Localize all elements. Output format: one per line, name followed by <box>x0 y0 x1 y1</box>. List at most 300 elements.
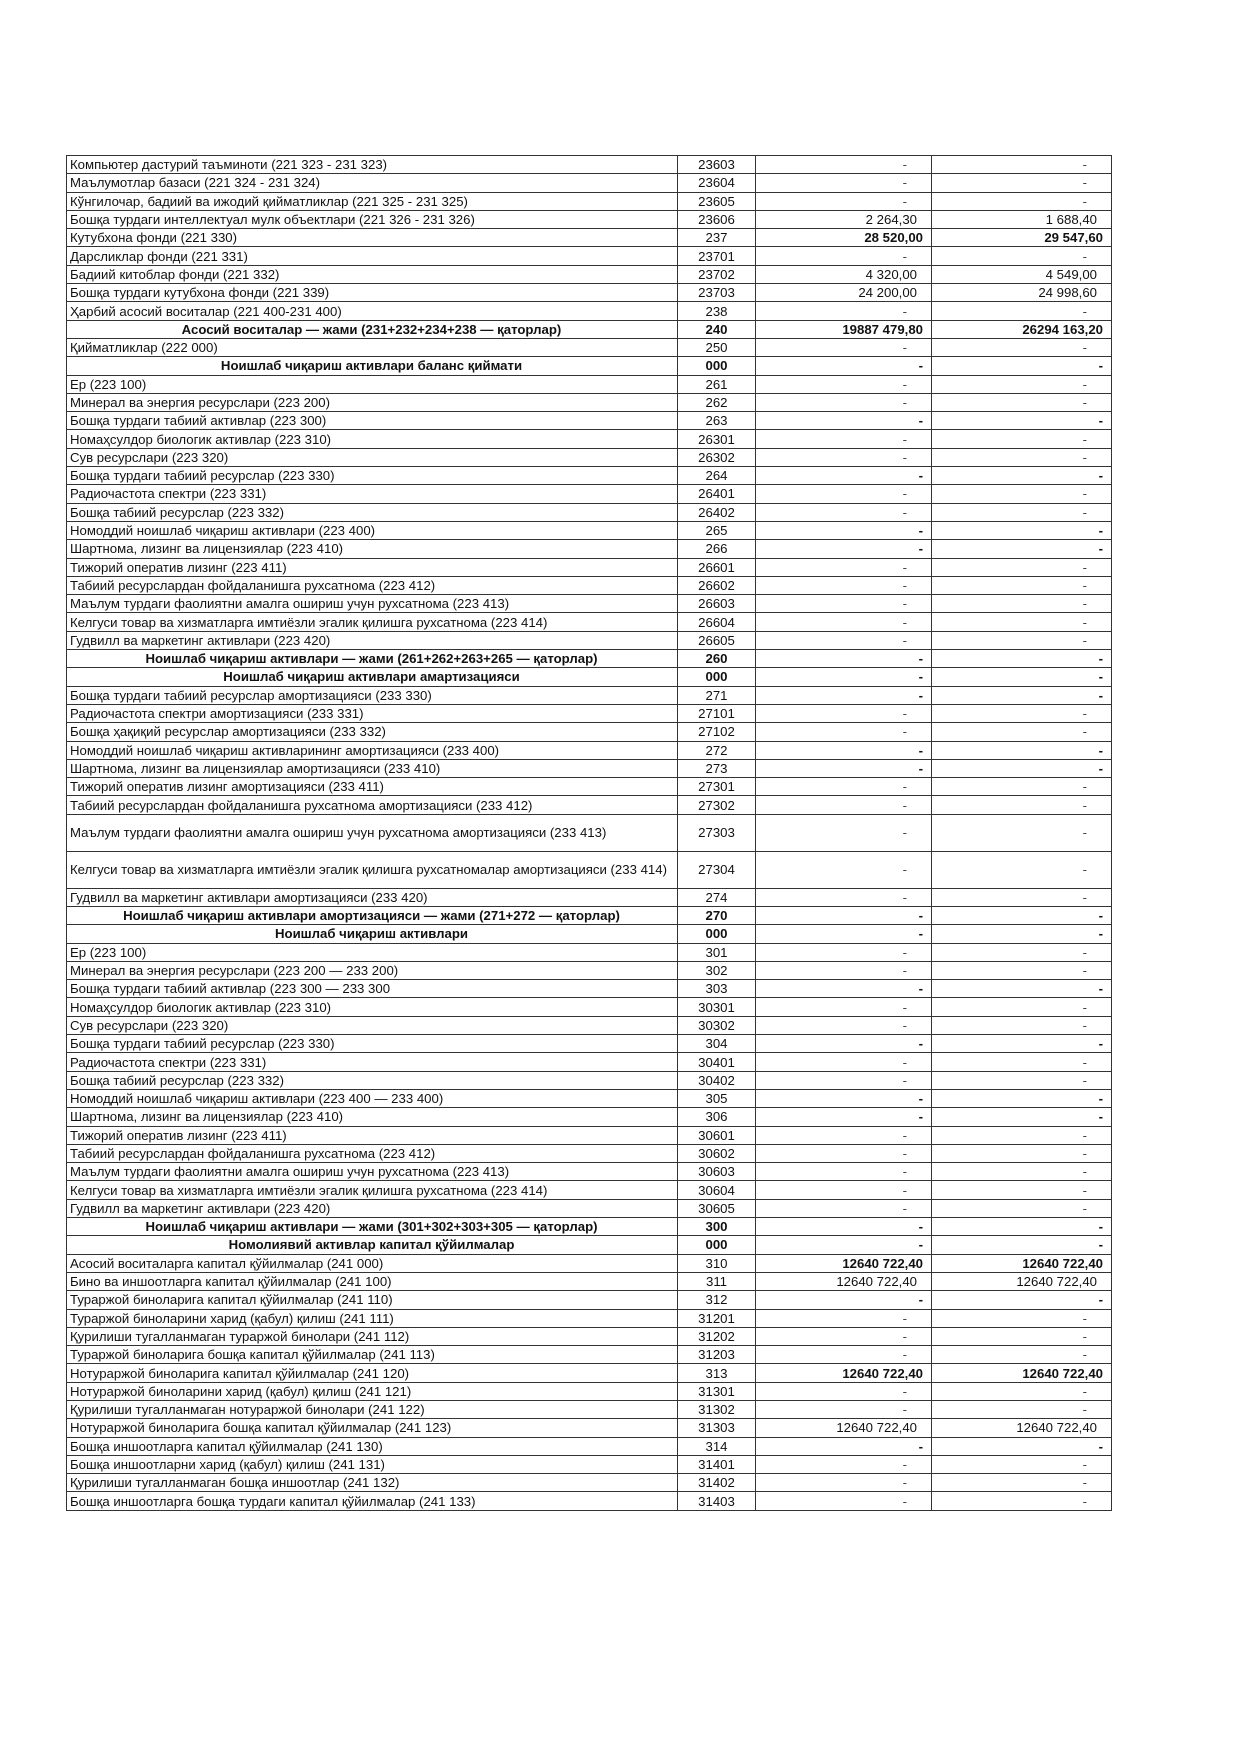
row-label: Номолиявий активлар капитал қўйилмалар <box>67 1236 678 1254</box>
value-end: - <box>932 1327 1112 1345</box>
table-row <box>67 1108 1112 1126</box>
value-start: - <box>756 723 932 741</box>
value-start: - <box>756 668 932 686</box>
value-end: - <box>932 723 1112 741</box>
table-row <box>67 1492 1112 1510</box>
row-label: Қийматликлар (222 000) <box>67 338 678 356</box>
value-start: - <box>756 796 932 814</box>
row-label: Маълум турдаги фаолиятни амалга ошириш учун рухсатнома (223 413) <box>67 1163 678 1181</box>
table-row <box>67 1181 1112 1199</box>
row-code: 23603 <box>678 156 756 174</box>
row-code: 000 <box>678 925 756 943</box>
table-row <box>67 393 1112 411</box>
row-label: Асосий воситаларга капитал қўйилмалар (241 000) <box>67 1254 678 1272</box>
row-label: Бошқа турдаги интеллектуал мулк объектлари (221 326 - 231 326) <box>67 210 678 228</box>
value-start: - <box>756 1236 932 1254</box>
value-start: - <box>756 430 932 448</box>
table-row <box>67 1419 1112 1437</box>
table-row <box>67 412 1112 430</box>
value-start: - <box>756 485 932 503</box>
balance-sheet-table <box>66 155 1112 1511</box>
row-code: 23604 <box>678 174 756 192</box>
row-code: 31303 <box>678 1419 756 1437</box>
value-start: - <box>756 156 932 174</box>
row-label: Бошқа турдаги табиий ресурслар амортизацияси (233 330) <box>67 686 678 704</box>
row-code: 260 <box>678 650 756 668</box>
value-start: - <box>756 814 932 851</box>
value-end: - <box>932 1218 1112 1236</box>
row-code: 26601 <box>678 558 756 576</box>
row-code: 265 <box>678 521 756 539</box>
value-end: - <box>932 1016 1112 1034</box>
table-row <box>67 595 1112 613</box>
value-start: 2 264,30 <box>756 210 932 228</box>
table-row <box>67 1474 1112 1492</box>
row-label: Келгуси товар ва хизматларга имтиёзли эгалик қилишга рухсатнома (223 414) <box>67 613 678 631</box>
row-code: 261 <box>678 375 756 393</box>
row-code: 262 <box>678 393 756 411</box>
row-code: 273 <box>678 759 756 777</box>
row-code: 311 <box>678 1272 756 1290</box>
row-code: 30302 <box>678 1016 756 1034</box>
value-start: - <box>756 375 932 393</box>
value-end: - <box>932 1382 1112 1400</box>
value-start: 19887 479,80 <box>756 320 932 338</box>
value-end: 12640 722,40 <box>932 1254 1112 1272</box>
row-label: Табиий ресурслардан фойдаланишга рухсатнома (223 412) <box>67 576 678 594</box>
table-row <box>67 265 1112 283</box>
row-label: Номаҳсулдор биологик активлар (223 310) <box>67 998 678 1016</box>
table-row <box>67 1401 1112 1419</box>
table-row <box>67 1382 1112 1400</box>
value-end: - <box>932 1346 1112 1364</box>
table-row <box>67 1437 1112 1455</box>
row-code: 313 <box>678 1364 756 1382</box>
row-label: Минерал ва энергия ресурслари (223 200 — 233 200) <box>67 961 678 979</box>
value-end: - <box>932 741 1112 759</box>
value-end: - <box>932 888 1112 906</box>
row-code: 26302 <box>678 448 756 466</box>
value-start: - <box>756 980 932 998</box>
value-start: - <box>756 1474 932 1492</box>
table-row-subtotal <box>67 357 1112 375</box>
row-label: Табиий ресурслардан фойдаланишга рухсатнома (223 412) <box>67 1144 678 1162</box>
value-start: - <box>756 906 932 924</box>
row-label: Ҳарбий асосий воситалар (221 400-231 400) <box>67 302 678 320</box>
row-label: Кўнгилочар, бадиий ва ижодий қийматликлар (221 325 - 231 325) <box>67 192 678 210</box>
row-code: 312 <box>678 1291 756 1309</box>
value-end: - <box>932 1291 1112 1309</box>
value-start: - <box>756 174 932 192</box>
value-end: - <box>932 980 1112 998</box>
value-end: - <box>932 961 1112 979</box>
row-label: Бошқа турдаги табиий активлар (223 300 — 233 300 <box>67 980 678 998</box>
value-end: - <box>932 1236 1112 1254</box>
table-row <box>67 485 1112 503</box>
value-end: - <box>932 668 1112 686</box>
value-end: - <box>932 1035 1112 1053</box>
value-end: - <box>932 393 1112 411</box>
table-row <box>67 741 1112 759</box>
row-code: 26603 <box>678 595 756 613</box>
value-start: - <box>756 338 932 356</box>
table-row <box>67 284 1112 302</box>
value-end: - <box>932 1199 1112 1217</box>
row-label: Ноишлаб чиқариш активлари — жами (301+302+303+305 — қаторлар) <box>67 1218 678 1236</box>
value-end: - <box>932 759 1112 777</box>
row-label: Радиочастота спектри (223 331) <box>67 1053 678 1071</box>
value-end: - <box>932 595 1112 613</box>
value-end: - <box>932 576 1112 594</box>
row-label: Бошқа иншоотларга бошқа турдаги капитал қўйилмалар (241 133) <box>67 1492 678 1510</box>
row-code: 274 <box>678 888 756 906</box>
row-label: Тураржой биноларига капитал қўйилмалар (241 110) <box>67 1291 678 1309</box>
value-start: - <box>756 1309 932 1327</box>
value-start: - <box>756 1291 932 1309</box>
row-label: Компьютер дастурий таъминоти (221 323 - 231 323) <box>67 156 678 174</box>
row-label: Қурилиши тугалланмаган нотураржой бинолари (241 122) <box>67 1401 678 1419</box>
table-row <box>67 1327 1112 1345</box>
table-row <box>67 1254 1112 1272</box>
table-row-subtotal <box>67 906 1112 924</box>
value-end: - <box>932 503 1112 521</box>
row-code: 26602 <box>678 576 756 594</box>
row-label: Гудвилл ва маркетинг активлари (223 420) <box>67 631 678 649</box>
value-start: - <box>756 1053 932 1071</box>
table-row <box>67 229 1112 247</box>
row-label: Бошқа иншоотларга капитал қўйилмалар (241 130) <box>67 1437 678 1455</box>
row-label: Тураржой биноларига бошқа капитал қўйилмалар (241 113) <box>67 1346 678 1364</box>
table-body <box>67 156 1112 1511</box>
table-row <box>67 1346 1112 1364</box>
table-row-subtotal <box>67 320 1112 338</box>
value-end: - <box>932 521 1112 539</box>
row-label: Сув ресурслари (223 320) <box>67 1016 678 1034</box>
value-end: - <box>932 375 1112 393</box>
value-end: - <box>932 1401 1112 1419</box>
row-label: Ер (223 100) <box>67 943 678 961</box>
value-start: - <box>756 1346 932 1364</box>
row-code: 31403 <box>678 1492 756 1510</box>
value-start: - <box>756 888 932 906</box>
row-label: Бошқа турдаги табиий ресурслар (223 330) <box>67 467 678 485</box>
value-end: - <box>932 1108 1112 1126</box>
row-code: 30604 <box>678 1181 756 1199</box>
value-start: - <box>756 521 932 539</box>
balance-sheet-page <box>66 155 1111 1511</box>
value-end: - <box>932 540 1112 558</box>
value-end: - <box>932 650 1112 668</box>
table-row <box>67 686 1112 704</box>
value-start: - <box>756 1071 932 1089</box>
value-end: - <box>932 448 1112 466</box>
table-row-subtotal <box>67 1236 1112 1254</box>
table-row <box>67 814 1112 851</box>
table-row-subtotal <box>67 650 1112 668</box>
value-end: 4 549,00 <box>932 265 1112 283</box>
row-code: 270 <box>678 906 756 924</box>
table-row <box>67 210 1112 228</box>
row-code: 306 <box>678 1108 756 1126</box>
value-start: - <box>756 650 932 668</box>
value-end: - <box>932 1181 1112 1199</box>
row-code: 26605 <box>678 631 756 649</box>
value-start: - <box>756 576 932 594</box>
value-start: - <box>756 1455 932 1473</box>
value-end: - <box>932 1437 1112 1455</box>
value-start: - <box>756 741 932 759</box>
row-label: Бошқа табиий ресурслар (223 332) <box>67 1071 678 1089</box>
value-start: - <box>756 925 932 943</box>
row-code: 27101 <box>678 704 756 722</box>
value-start: 12640 722,40 <box>756 1272 932 1290</box>
value-start: - <box>756 1437 932 1455</box>
value-start: - <box>756 393 932 411</box>
value-end: - <box>932 467 1112 485</box>
table-row <box>67 540 1112 558</box>
value-start: - <box>756 448 932 466</box>
table-row <box>67 1144 1112 1162</box>
row-label: Табиий ресурслардан фойдаланишга рухсатнома амортизацияси (233 412) <box>67 796 678 814</box>
row-code: 000 <box>678 1236 756 1254</box>
row-code: 237 <box>678 229 756 247</box>
value-end: - <box>932 558 1112 576</box>
value-end: - <box>932 851 1112 888</box>
value-start: - <box>756 192 932 210</box>
value-start: - <box>756 302 932 320</box>
row-label: Тураржой биноларини харид (қабул) қилиш (241 111) <box>67 1309 678 1327</box>
table-row <box>67 375 1112 393</box>
value-start: - <box>756 247 932 265</box>
table-row <box>67 1309 1112 1327</box>
row-code: 23702 <box>678 265 756 283</box>
row-code: 304 <box>678 1035 756 1053</box>
row-code: 303 <box>678 980 756 998</box>
value-start: - <box>756 943 932 961</box>
table-row <box>67 631 1112 649</box>
table-row <box>67 1016 1112 1034</box>
row-code: 000 <box>678 668 756 686</box>
value-start: - <box>756 467 932 485</box>
row-label: Радиочастота спектри амортизацияси (233 331) <box>67 704 678 722</box>
row-code: 305 <box>678 1089 756 1107</box>
value-end: - <box>932 1126 1112 1144</box>
row-label: Нотураржой биноларига бошқа капитал қўйилмалар (241 123) <box>67 1419 678 1437</box>
table-row <box>67 448 1112 466</box>
value-end: - <box>932 796 1112 814</box>
table-row <box>67 156 1112 174</box>
row-label: Гудвилл ва маркетинг активлари амортизацияси (233 420) <box>67 888 678 906</box>
value-start: 12640 722,40 <box>756 1419 932 1437</box>
table-row <box>67 1163 1112 1181</box>
table-row <box>67 503 1112 521</box>
table-row-subtotal <box>67 668 1112 686</box>
row-label: Қурилиши тугалланмаган бошқа иншоотлар (241 132) <box>67 1474 678 1492</box>
row-code: 271 <box>678 686 756 704</box>
table-row <box>67 1071 1112 1089</box>
value-end: - <box>932 485 1112 503</box>
row-label: Келгуси товар ва хизматларга имтиёзли эгалик қилишга рухсатнома (223 414) <box>67 1181 678 1199</box>
row-label: Бино ва иншоотларга капитал қўйилмалар (241 100) <box>67 1272 678 1290</box>
table-row <box>67 174 1112 192</box>
value-start: - <box>756 851 932 888</box>
row-code: 30301 <box>678 998 756 1016</box>
row-code: 30603 <box>678 1163 756 1181</box>
row-code: 30402 <box>678 1071 756 1089</box>
value-start: - <box>756 1016 932 1034</box>
value-end: - <box>932 1474 1112 1492</box>
row-label: Тижорий оператив лизинг амортизацияси (233 411) <box>67 778 678 796</box>
table-row <box>67 980 1112 998</box>
value-start: - <box>756 613 932 631</box>
row-label: Нотураржой биноларига капитал қўйилмалар (241 120) <box>67 1364 678 1382</box>
value-start: - <box>756 1199 932 1217</box>
table-row <box>67 1364 1112 1382</box>
value-start: - <box>756 1492 932 1510</box>
row-label: Ноишлаб чиқариш активлари амартизацияси <box>67 668 678 686</box>
value-start: - <box>756 1108 932 1126</box>
value-end: - <box>932 631 1112 649</box>
row-code: 26401 <box>678 485 756 503</box>
row-code: 238 <box>678 302 756 320</box>
row-code: 26402 <box>678 503 756 521</box>
value-start: - <box>756 704 932 722</box>
row-code: 30602 <box>678 1144 756 1162</box>
row-label: Ноишлаб чиқариш активлари — жами (261+262+263+265 — қаторлар) <box>67 650 678 668</box>
row-label: Маълум турдаги фаолиятни амалга ошириш учун рухсатнома (223 413) <box>67 595 678 613</box>
row-label: Қурилиши тугалланмаган тураржой бинолари (241 112) <box>67 1327 678 1345</box>
value-start: 4 320,00 <box>756 265 932 283</box>
row-code: 27102 <box>678 723 756 741</box>
row-label: Ноишлаб чиқариш активлари амортизацияси — жами (271+272 — қаторлар) <box>67 906 678 924</box>
value-start: - <box>756 595 932 613</box>
table-row <box>67 613 1112 631</box>
table-row <box>67 521 1112 539</box>
value-end: - <box>932 302 1112 320</box>
value-end: - <box>932 430 1112 448</box>
table-row <box>67 1199 1112 1217</box>
table-row <box>67 888 1112 906</box>
row-label: Номаҳсулдор биологик активлар (223 310) <box>67 430 678 448</box>
value-start: - <box>756 686 932 704</box>
table-row <box>67 558 1112 576</box>
row-code: 301 <box>678 943 756 961</box>
row-label: Номоддий ноишлаб чиқариш активларининг амортизацияси (233 400) <box>67 741 678 759</box>
value-end: 1 688,40 <box>932 210 1112 228</box>
row-code: 250 <box>678 338 756 356</box>
value-end: 12640 722,40 <box>932 1364 1112 1382</box>
row-code: 266 <box>678 540 756 558</box>
value-end: - <box>932 1144 1112 1162</box>
value-start: - <box>756 558 932 576</box>
value-start: - <box>756 412 932 430</box>
table-row <box>67 704 1112 722</box>
row-label: Тижорий оператив лизинг (223 411) <box>67 558 678 576</box>
value-start: - <box>756 1382 932 1400</box>
value-end: - <box>932 906 1112 924</box>
value-end: - <box>932 1455 1112 1473</box>
value-end: 12640 722,40 <box>932 1272 1112 1290</box>
row-label: Сув ресурслари (223 320) <box>67 448 678 466</box>
table-row-subtotal <box>67 925 1112 943</box>
row-label: Бошқа турдаги табиий ресурслар (223 330) <box>67 1035 678 1053</box>
value-end: - <box>932 247 1112 265</box>
value-end: - <box>932 686 1112 704</box>
row-label: Ноишлаб чиқариш активлари <box>67 925 678 943</box>
table-row <box>67 1089 1112 1107</box>
value-start: - <box>756 1327 932 1345</box>
value-end: - <box>932 1071 1112 1089</box>
row-code: 31401 <box>678 1455 756 1473</box>
value-end: - <box>932 998 1112 1016</box>
row-code: 314 <box>678 1437 756 1455</box>
row-code: 272 <box>678 741 756 759</box>
value-start: - <box>756 1218 932 1236</box>
value-start: - <box>756 1144 932 1162</box>
table-row-subtotal <box>67 1218 1112 1236</box>
row-label: Гудвилл ва маркетинг активлари (223 420) <box>67 1199 678 1217</box>
row-label: Асосий воситалар — жами (231+232+234+238 — қаторлар) <box>67 320 678 338</box>
value-start: - <box>756 1401 932 1419</box>
value-end: - <box>932 943 1112 961</box>
table-row <box>67 576 1112 594</box>
row-label: Бошқа иншоотларни харид (қабул) қилиш (241 131) <box>67 1455 678 1473</box>
row-label: Бошқа ҳақиқий ресурслар амортизацияси (233 332) <box>67 723 678 741</box>
table-row <box>67 1035 1112 1053</box>
row-code: 31402 <box>678 1474 756 1492</box>
row-code: 264 <box>678 467 756 485</box>
table-row <box>67 1126 1112 1144</box>
row-label: Номоддий ноишлаб чиқариш активлари (223 400) <box>67 521 678 539</box>
row-code: 26301 <box>678 430 756 448</box>
row-label: Бошқа табиий ресурслар (223 332) <box>67 503 678 521</box>
value-start: - <box>756 1181 932 1199</box>
value-end: - <box>932 357 1112 375</box>
row-label: Нотураржой биноларини харид (қабул) қилиш (241 121) <box>67 1382 678 1400</box>
row-code: 263 <box>678 412 756 430</box>
table-row <box>67 998 1112 1016</box>
value-end: - <box>932 1053 1112 1071</box>
row-label: Бошқа турдаги табиий активлар (223 300) <box>67 412 678 430</box>
value-end: - <box>932 1309 1112 1327</box>
value-end: 26294 163,20 <box>932 320 1112 338</box>
row-code: 31302 <box>678 1401 756 1419</box>
row-label: Номоддий ноишлаб чиқариш активлари (223 400 — 233 400) <box>67 1089 678 1107</box>
table-row <box>67 1455 1112 1473</box>
row-label: Маълум турдаги фаолиятни амалга ошириш учун рухсатнома амортизацияси (233 413) <box>67 814 678 851</box>
row-code: 240 <box>678 320 756 338</box>
row-code: 27301 <box>678 778 756 796</box>
row-code: 302 <box>678 961 756 979</box>
row-label: Шартнома, лизинг ва лицензиялар амортизацияси (233 410) <box>67 759 678 777</box>
value-end: - <box>932 704 1112 722</box>
row-code: 000 <box>678 357 756 375</box>
row-code: 31201 <box>678 1309 756 1327</box>
value-end: - <box>932 1163 1112 1181</box>
row-code: 30605 <box>678 1199 756 1217</box>
value-start: - <box>756 540 932 558</box>
table-row <box>67 430 1112 448</box>
table-row <box>67 302 1112 320</box>
value-start: - <box>756 1163 932 1181</box>
row-label: Шартнома, лизинг ва лицензиялар (223 410) <box>67 1108 678 1126</box>
table-row <box>67 338 1112 356</box>
table-row <box>67 943 1112 961</box>
table-row <box>67 961 1112 979</box>
value-start: - <box>756 503 932 521</box>
value-start: 12640 722,40 <box>756 1364 932 1382</box>
value-end: - <box>932 613 1112 631</box>
